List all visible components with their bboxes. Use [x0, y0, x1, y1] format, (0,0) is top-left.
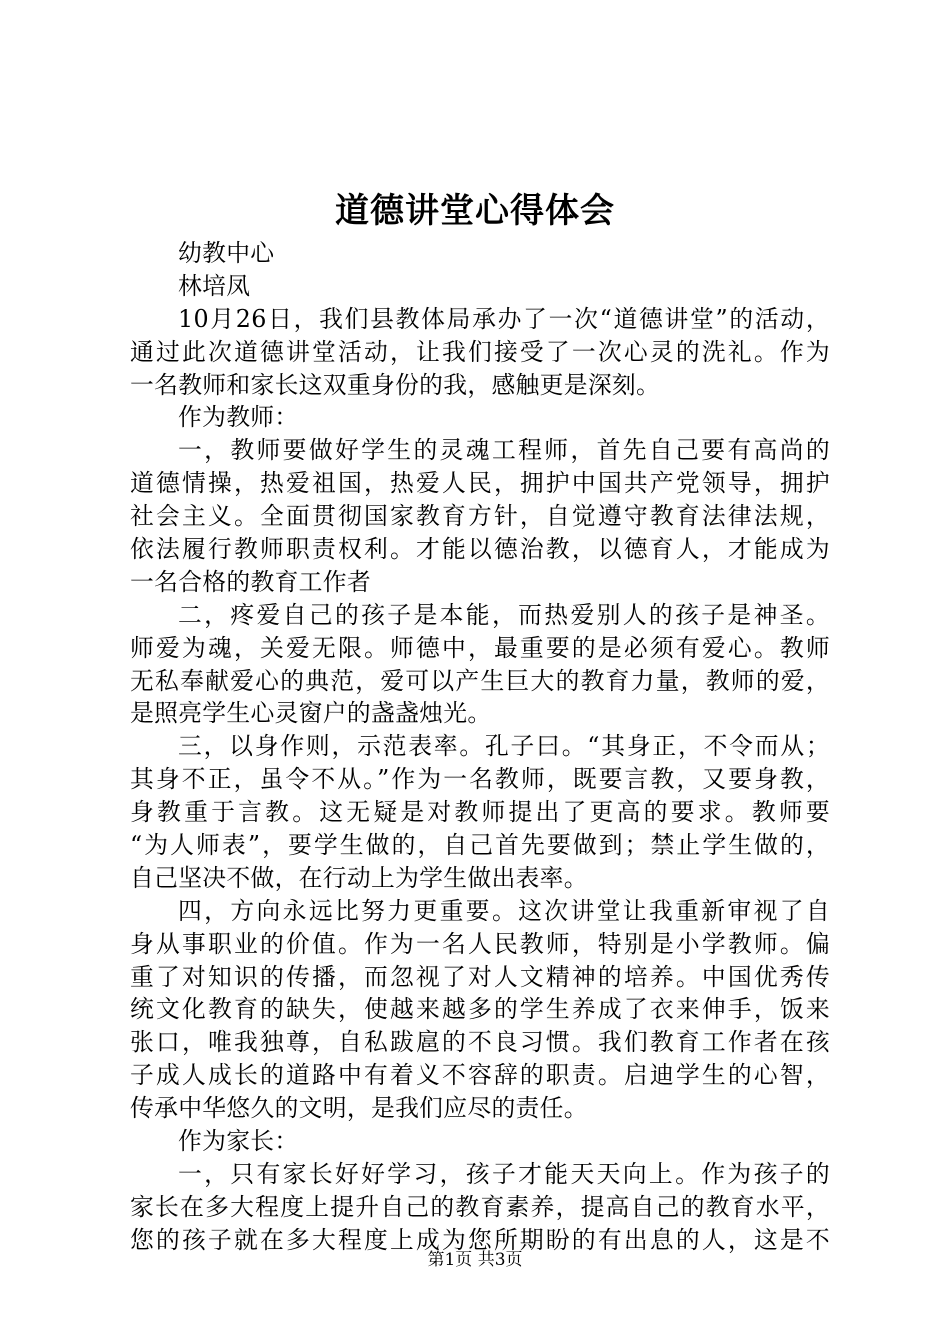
body-line: 家长在多大程度上提升自己的教育素养，提高自己的教育水平，: [130, 1192, 830, 1221]
body-line: 作为教师：: [178, 403, 299, 432]
page-footer: 第1页 共3页: [427, 1250, 523, 1270]
body-line: 一名教师和家长这双重身份的我，感触更是深刻。: [130, 370, 661, 399]
body-line: 是照亮学生心灵窗户的盏盏烛光。: [130, 699, 492, 728]
body-line: 一，教师要做好学生的灵魂工程师，首先自己要有高尚的: [178, 436, 830, 465]
document-title: 道德讲堂心得体会: [335, 191, 615, 231]
body-line: 无私奉献爱心的典范，爱可以产生巨大的教育力量，教师的爱，: [130, 666, 830, 695]
body-line: 幼教中心: [178, 239, 275, 267]
body-line: 通过此次道德讲堂活动，让我们接受了一次心灵的洗礼。作为: [130, 337, 830, 366]
body-line: 统文化教育的缺失，使越来越多的学生养成了衣来伸手，饭来: [130, 995, 830, 1024]
body-line: 师爱为魂，关爱无限。师德中，最重要的是必须有爱心。教师: [130, 633, 830, 662]
body-line: 二，疼爱自己的孩子是本能，而热爱别人的孩子是神圣。: [178, 600, 830, 629]
body-line: 您的孩子就在多大程度上成为您所期盼的有出息的人，这是不: [130, 1225, 830, 1254]
document-body: [130, 237, 830, 1257]
body-line: 一，只有家长好好学习，孩子才能天天向上。作为孩子的: [178, 1159, 830, 1188]
body-line: 自己坚决不做，在行动上为学生做出表率。: [130, 863, 588, 892]
body-line: 其身不正，虽令不从。”作为一名教师，既要言教，又要身教，: [130, 765, 830, 794]
body-line: 子成人成长的道路中有着义不容辞的职责。启迪学生的心智，: [130, 1061, 830, 1090]
body-line: 传承中华悠久的文明，是我们应尽的责任。: [130, 1094, 588, 1123]
body-line: 张口，唯我独尊，自私跋扈的不良习惯。我们教育工作者在孩: [130, 1028, 830, 1057]
body-line: “为人师表”，要学生做的，自己首先要做到；禁止学生做的，: [130, 831, 830, 860]
body-line: 身从事职业的价值。作为一名人民教师，特别是小学教师。偏: [130, 929, 830, 958]
body-line: 四，方向永远比努力更重要。这次讲堂让我重新审视了自: [178, 896, 830, 925]
body-line: 依法履行教师职责权利。才能以德治教，以德育人，才能成为: [130, 535, 830, 564]
body-line: 三，以身作则，示范表率。孔子曰。“其身正，不令而从；: [178, 732, 830, 761]
body-line: 10月26日，我们县教体局承办了一次“道德讲堂”的活动，: [178, 304, 830, 333]
body-line: 身教重于言教。这无疑是对教师提出了更高的要求。教师要: [130, 798, 830, 827]
body-line: 重了对知识的传播，而忽视了对人文精神的培养。中国优秀传: [130, 962, 830, 991]
body-line: 林培凤: [178, 271, 251, 300]
body-line: 道德情操，热爱祖国，热爱人民，拥护中国共产党领导，拥护: [130, 469, 830, 498]
body-line: 一名合格的教育工作者: [130, 567, 371, 596]
body-line: 作为家长：: [178, 1127, 299, 1156]
body-line: 社会主义。全面贯彻国家教育方针，自觉遵守教育法律法规，: [130, 502, 830, 531]
